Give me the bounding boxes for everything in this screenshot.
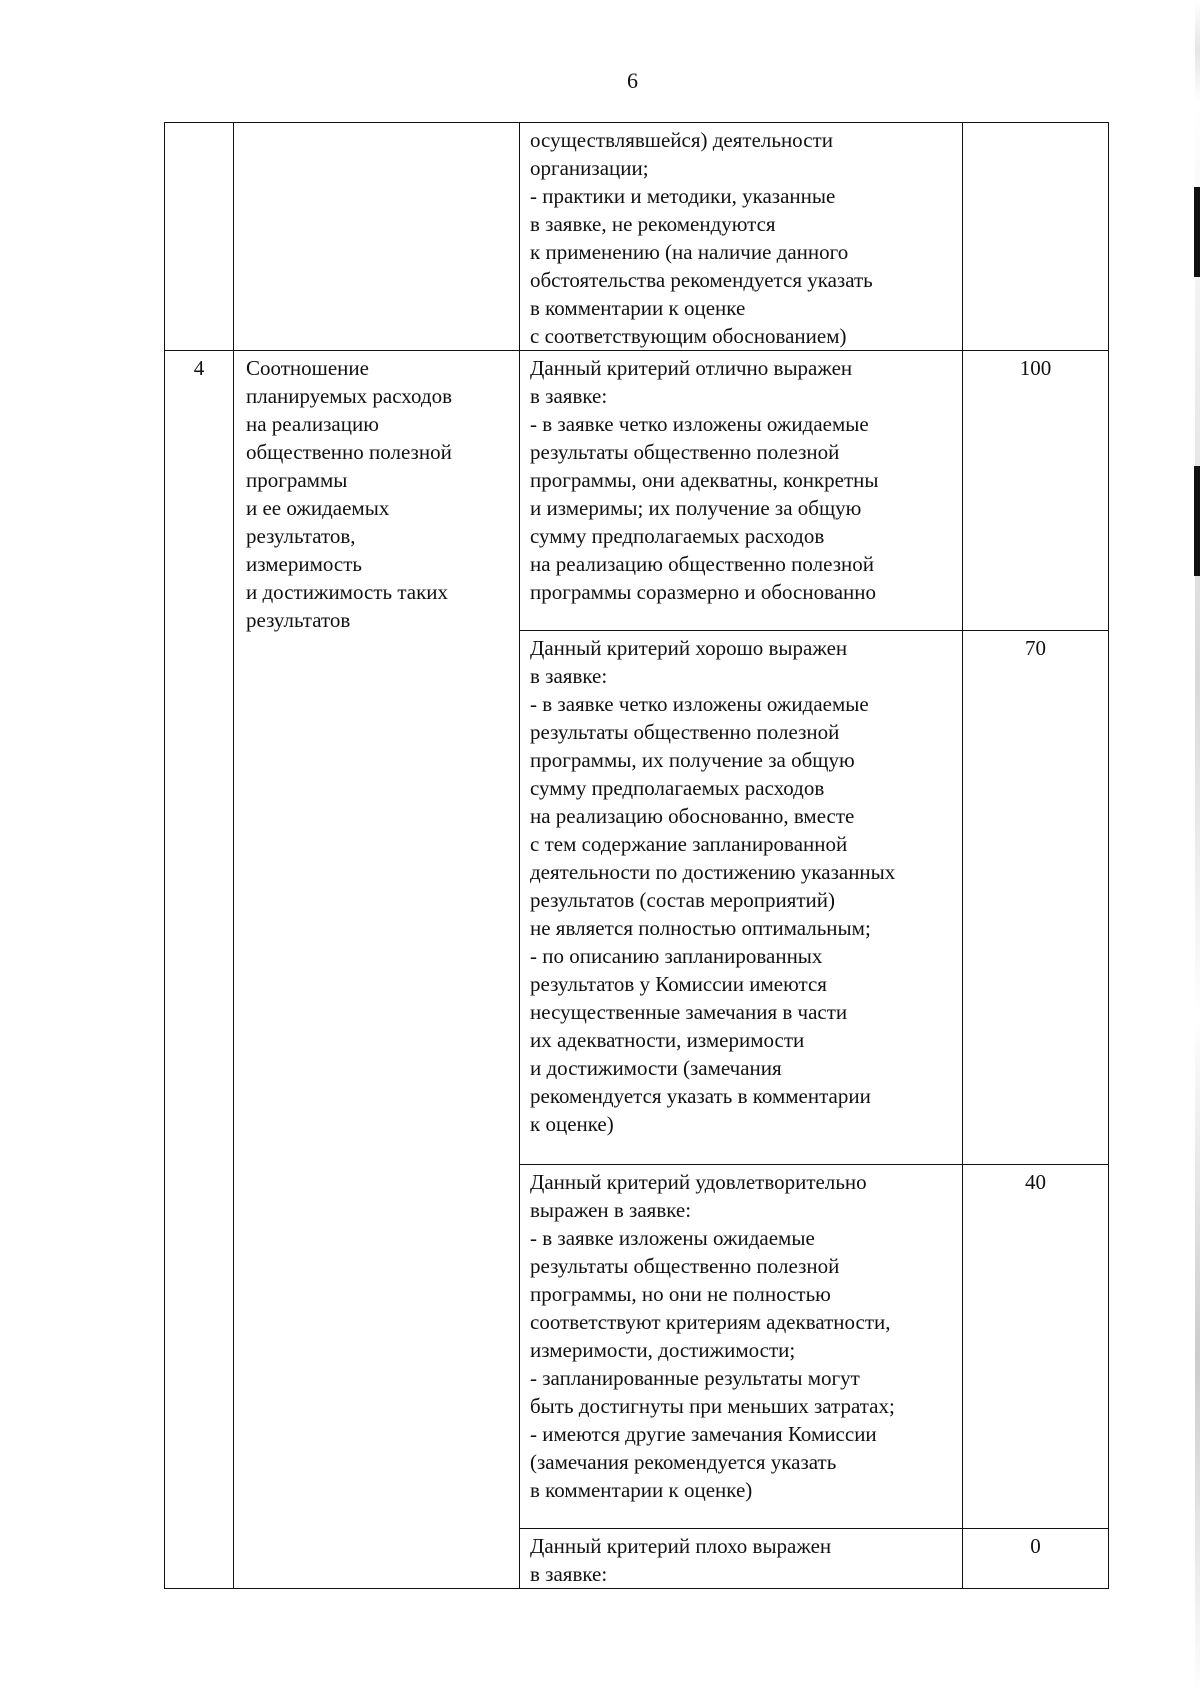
criterion-description-cell: Данный критерий удовлетворительно выражен в заявке: - в заявке изложены ожидаемые результаты общественно полезной программы, но они не полностью соответствуют критериям адекватности, измеримости, достижимости; - запланированные результаты могут быть достигнуты при меньших затратах; - имеются другие замечания Комиссии (замечания рекомендуется указать в комментарии к оценке)	[520, 1165, 963, 1529]
criterion-score-cell: 100	[963, 351, 1109, 631]
criterion-name-text: Соотношение планируемых расходов на реализацию общественно полезной программы и ее ожидаемых результатов, измеримость и достижимость таких результатов	[246, 356, 452, 632]
criterion-score-cell: 70	[963, 631, 1109, 1165]
criterion-description-cell: осуществлявшейся) деятельности организации; - практики и методики, указанные в заявке, не рекомендуются к применению (на наличие данного обстоятельства рекомендуется указать в комментарии к оценке с соответствующим обоснованием)	[520, 123, 963, 351]
criteria-table	[164, 122, 1109, 1589]
criterion-number-cell	[165, 123, 234, 351]
criterion-score-cell	[963, 123, 1109, 351]
criterion-description-cell: Данный критерий плохо выражен в заявке:	[520, 1529, 963, 1589]
scan-mark	[1194, 466, 1200, 576]
criterion-description-cell: Данный критерий хорошо выражен в заявке: - в заявке четко изложены ожидаемые результаты общественно полезной программы, их получение за общую сумму предполагаемых расходов на реализацию обоснованно, вместе с тем содержание запланированной деятельности по достижению указанных результатов (состав мероприятий) не является полностью оптимальным; - по описанию запланированных результатов у Комиссии имеются несущественные замечания в части их адекватности, измеримости и достижимости (замечания рекомендуется указать в комментарии к оценке)	[520, 631, 963, 1165]
table-row	[165, 351, 1109, 631]
scan-mark	[1194, 187, 1200, 277]
table-row	[165, 123, 1109, 351]
criterion-name-cell	[234, 351, 520, 1589]
criterion-description-cell: Данный критерий отлично выражен в заявке: - в заявке четко изложены ожидаемые результаты общественно полезной программы, они адекватны, конкретны и измеримы; их получение за общую сумму предполагаемых расходов на реализацию общественно полезной программы соразмерно и обоснованно	[520, 351, 963, 631]
criterion-score-cell: 0	[963, 1529, 1109, 1589]
criterion-number-cell: 4	[165, 351, 234, 1589]
page-number: 6	[627, 68, 638, 93]
criterion-score-cell: 40	[963, 1165, 1109, 1529]
criterion-name-cell	[234, 123, 520, 351]
